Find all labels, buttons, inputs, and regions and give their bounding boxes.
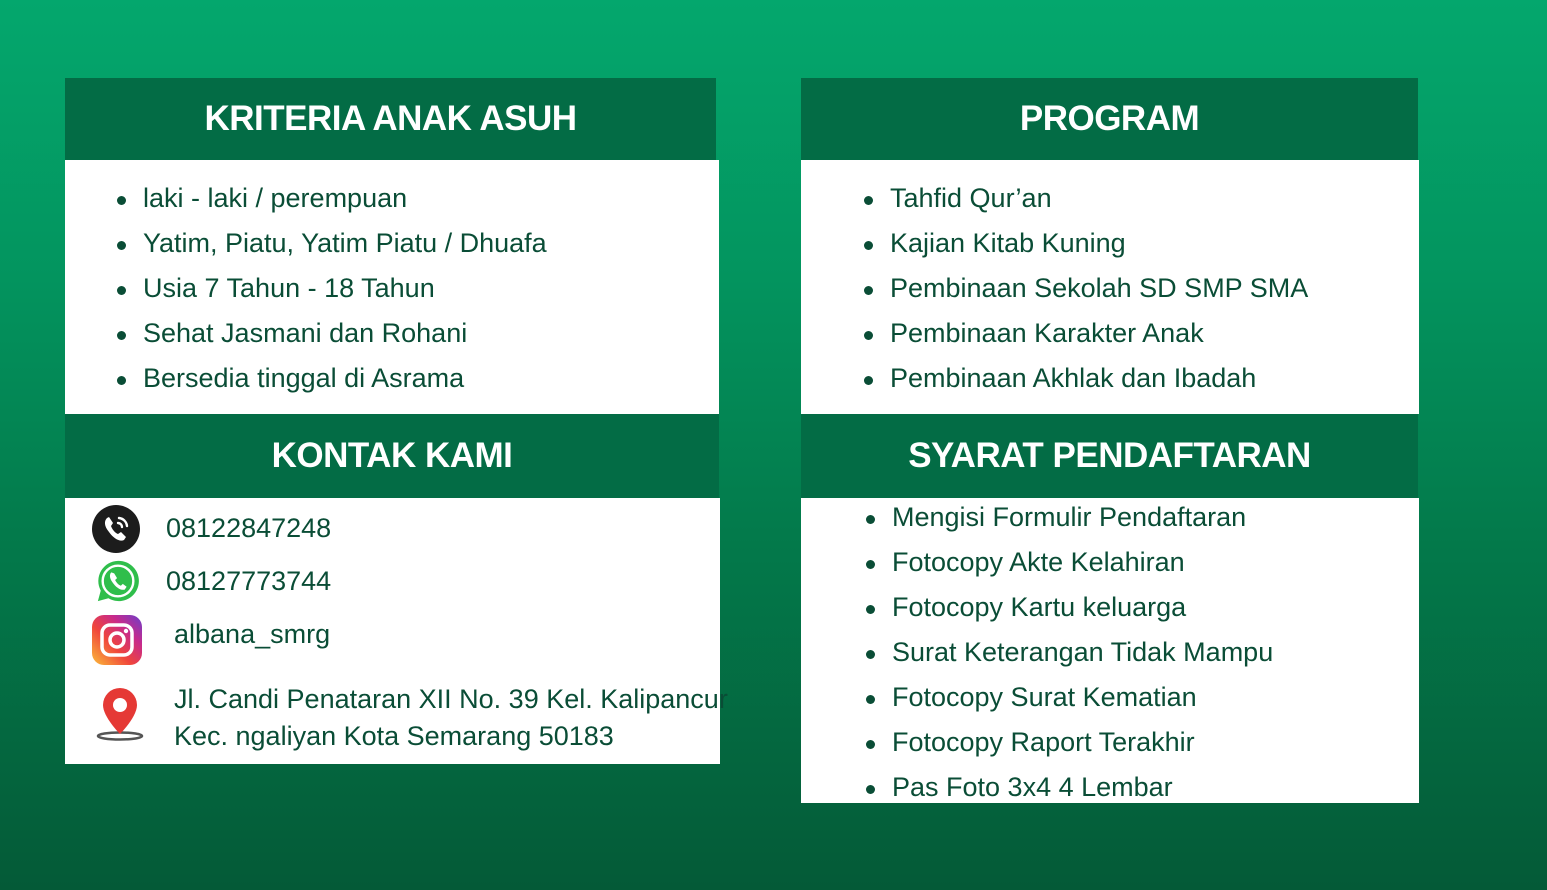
kontak-body — [65, 498, 728, 764]
bullet-icon — [864, 241, 873, 250]
bullet-icon — [866, 785, 875, 794]
kontak-title: KONTAK KAMI — [271, 436, 513, 475]
bullet-icon — [866, 695, 875, 704]
bullet-icon — [864, 196, 873, 205]
bullet-icon — [117, 376, 126, 385]
list-item: Fotocopy Raport Terakhir — [866, 720, 1273, 765]
instagram-icon — [92, 615, 142, 665]
program-list — [864, 176, 1308, 401]
syarat-title: SYARAT PENDAFTARAN — [908, 436, 1311, 475]
kriteria-title: KRITERIA ANAK ASUH — [204, 99, 577, 138]
program-header — [801, 78, 1418, 160]
bullet-icon — [117, 196, 126, 205]
whatsapp-row[interactable] — [166, 563, 331, 599]
instagram-row[interactable] — [174, 616, 330, 652]
phone-number[interactable]: 08122847248 — [166, 512, 332, 543]
phone-icon — [92, 505, 140, 553]
list-item: Fotocopy Kartu keluarga — [866, 585, 1273, 630]
address-block — [174, 681, 728, 755]
list-item: Pas Foto 3x4 4 Lembar — [866, 765, 1273, 810]
bullet-icon — [117, 286, 126, 295]
list-item: Sehat Jasmani dan Rohani — [117, 311, 547, 356]
whatsapp-number[interactable]: 08127773744 — [166, 565, 332, 596]
kriteria-list — [117, 176, 547, 401]
list-item: Usia 7 Tahun - 18 Tahun — [117, 266, 547, 311]
kontak-header — [65, 414, 719, 498]
bullet-icon — [866, 605, 875, 614]
program-title: PROGRAM — [1019, 99, 1200, 138]
bullet-icon — [866, 650, 875, 659]
kriteria-body — [65, 160, 719, 414]
bullet-icon — [866, 560, 875, 569]
list-item: Pembinaan Akhlak dan Ibadah — [864, 356, 1308, 401]
list-item: Surat Keterangan Tidak Mampu — [866, 630, 1273, 675]
phone-row[interactable] — [166, 510, 331, 546]
list-item: Pembinaan Karakter Anak — [864, 311, 1308, 356]
list-item: Pembinaan Sekolah SD SMP SMA — [864, 266, 1308, 311]
list-item: Kajian Kitab Kuning — [864, 221, 1308, 266]
list-item: Tahfid Qur’an — [864, 176, 1308, 221]
list-item: Yatim, Piatu, Yatim Piatu / Dhuafa — [117, 221, 547, 266]
instagram-handle[interactable]: albana_smrg — [174, 618, 331, 649]
bullet-icon — [866, 515, 875, 524]
bullet-icon — [117, 331, 126, 340]
list-item: Fotocopy Akte Kelahiran — [866, 540, 1273, 585]
list-item: Mengisi Formulir Pendaftaran — [866, 495, 1273, 540]
bullet-icon — [864, 286, 873, 295]
bullet-icon — [864, 376, 873, 385]
program-body — [801, 160, 1419, 414]
bullet-icon — [866, 740, 875, 749]
syarat-header — [801, 414, 1418, 498]
whatsapp-icon — [95, 558, 141, 604]
address-line-1: Jl. Candi Penataran XII No. 39 Kel. Kalipancur — [174, 684, 728, 714]
list-item: Fotocopy Surat Kematian — [866, 675, 1273, 720]
bullet-icon — [117, 241, 126, 250]
syarat-body — [801, 498, 1419, 803]
kriteria-header — [65, 78, 716, 160]
syarat-list — [866, 495, 1273, 810]
location-pin-icon — [94, 686, 146, 742]
list-item: laki - laki / perempuan — [117, 176, 547, 221]
address-line-2: Kec. ngaliyan Kota Semarang 50183 — [174, 721, 614, 751]
list-item: Bersedia tinggal di Asrama — [117, 356, 547, 401]
bullet-icon — [864, 331, 873, 340]
